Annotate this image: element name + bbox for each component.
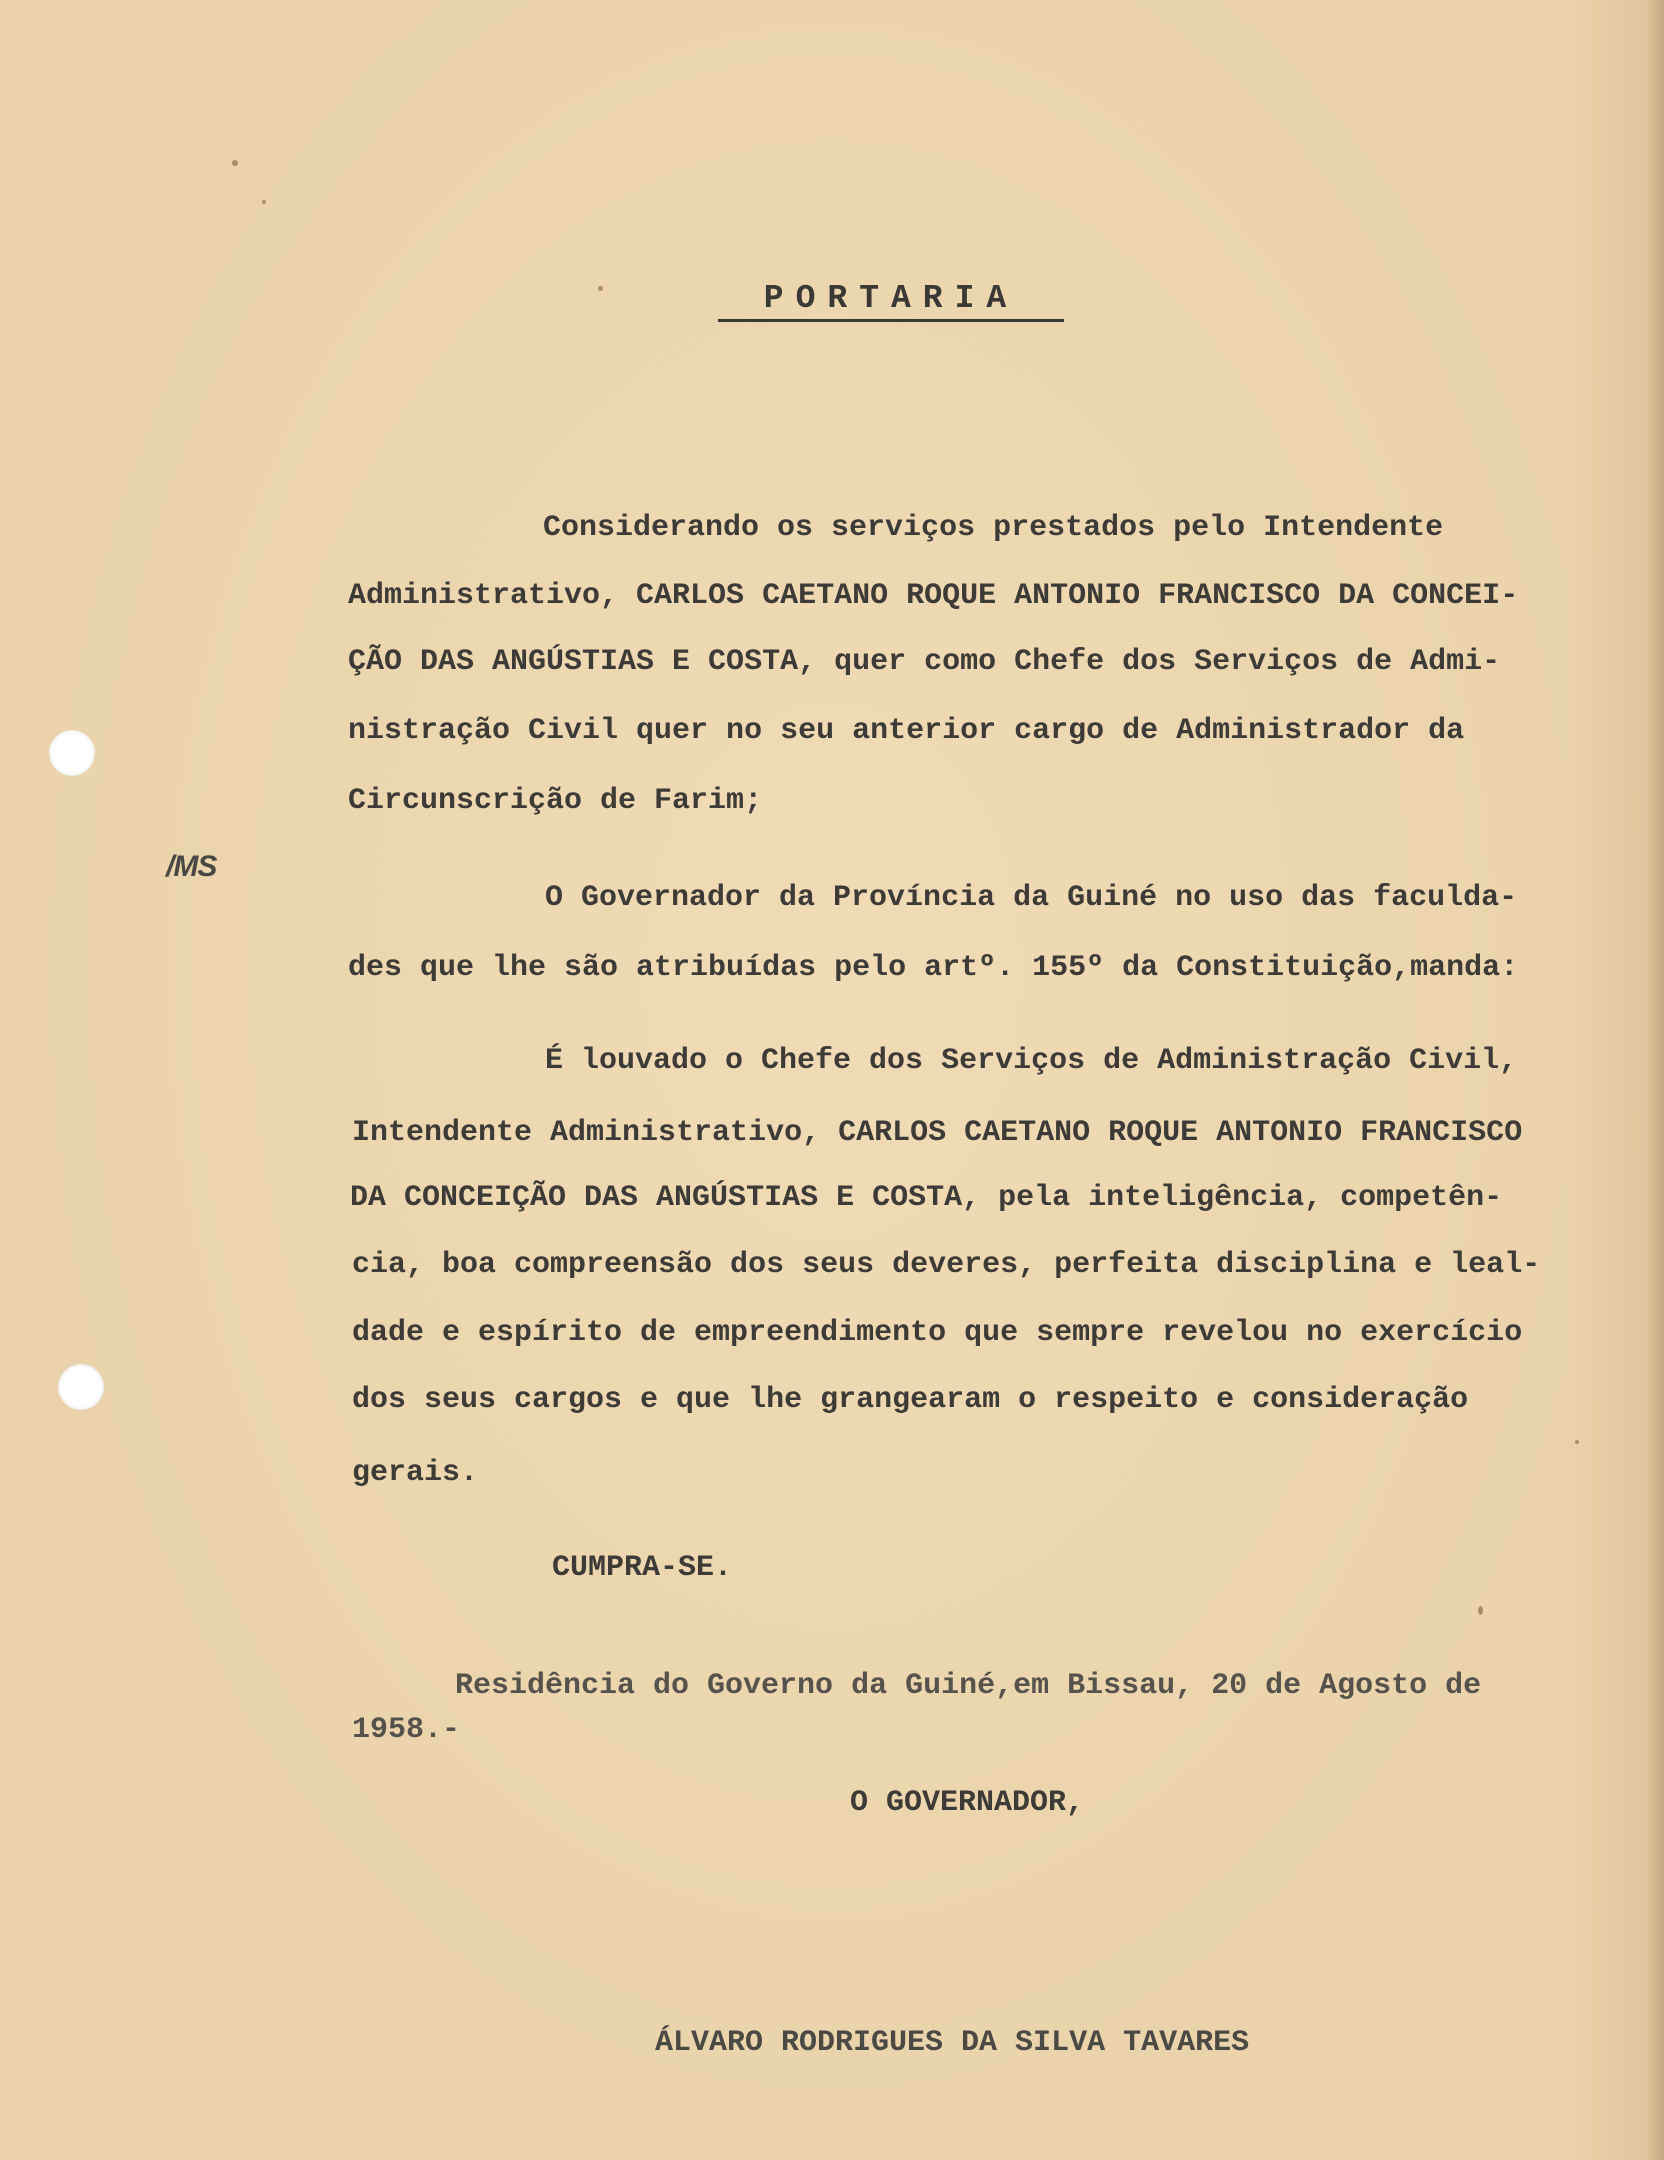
paper-speck: [232, 160, 238, 166]
paper-speck: [1575, 1440, 1579, 1444]
paragraph-1-line: Circunscrição de Farim;: [348, 784, 763, 818]
paragraph-3-line: dade e espírito de empreendimento que sempre revelou no exercício: [352, 1316, 1523, 1350]
paragraph-3-line: cia, boa compreensão dos seus deveres, perfeita disciplina e leal-: [352, 1248, 1541, 1282]
margin-initials: /MS: [166, 850, 217, 883]
paragraph-1-line: Considerando os serviços prestados pelo Intendente: [543, 511, 1444, 545]
signatory-name: ÁLVARO RODRIGUES DA SILVA TAVARES: [655, 2026, 1250, 2060]
paragraph-2-line: O Governador da Província da Guiné no uso das faculda-: [545, 881, 1518, 915]
paper-speck: [598, 286, 603, 291]
signatory-title: O GOVERNADOR,: [850, 1786, 1085, 1820]
paragraph-3-line: DA CONCEIÇÃO DAS ANGÚSTIAS E COSTA, pela inteligência, competên-: [350, 1181, 1503, 1215]
paper-speck: [1478, 1606, 1483, 1615]
paragraph-1-line: ÇÃO DAS ANGÚSTIAS E COSTA, quer como Chefe dos Serviços de Admi-: [348, 645, 1501, 679]
residence-date-line: 1958.-: [352, 1713, 461, 1747]
punch-hole-top: [49, 730, 95, 776]
cumpra-se-line: CUMPRA-SE.: [552, 1551, 733, 1585]
paragraph-1-line: nistração Civil quer no seu anterior cargo de Administrador da: [348, 714, 1465, 748]
residence-date-line: Residência do Governo da Guiné,em Bissau, 20 de Agosto de: [455, 1669, 1482, 1703]
paper-edge-shadow: [1646, 0, 1664, 2160]
paragraph-1-line: Administrativo, CARLOS CAETANO ROQUE ANTONIO FRANCISCO DA CONCEI-: [348, 579, 1519, 613]
paragraph-3-line: É louvado o Chefe dos Serviços de Administração Civil,: [545, 1044, 1518, 1078]
paragraph-2-line: des que lhe são atribuídas pelo artº. 155º da Constituição,manda:: [348, 951, 1519, 985]
paragraph-3-line: dos seus cargos e que lhe grangearam o respeito e consideração: [352, 1383, 1469, 1417]
paragraph-3-line: gerais.: [352, 1456, 479, 1490]
paper-speck: [262, 200, 266, 204]
paragraph-3-line: Intendente Administrativo, CARLOS CAETANO ROQUE ANTONIO FRANCISCO: [352, 1116, 1523, 1150]
punch-hole-bottom: [58, 1364, 104, 1410]
document-title: PORTARIA: [718, 280, 1064, 322]
